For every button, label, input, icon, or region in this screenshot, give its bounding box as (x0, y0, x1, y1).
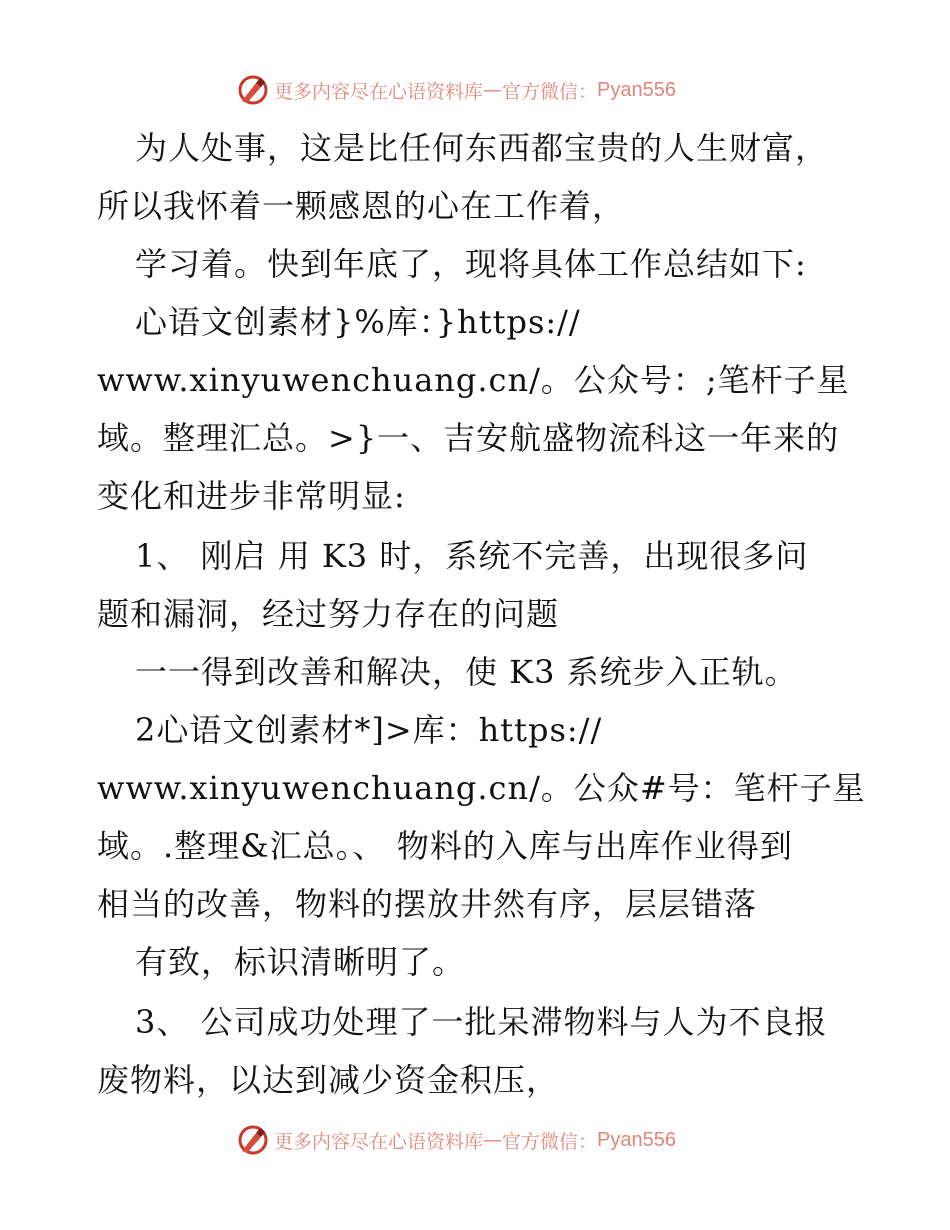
body-line: 3、 公司成功处理了一批呆滞物料与人为不良报 (135, 1003, 828, 1041)
body-line: 变化和进步非常明显: (97, 477, 406, 515)
banner-wechat-label: 官方微信： (502, 80, 598, 103)
body-line: 心语文创素材}%库：}https:// (135, 303, 581, 341)
pen-logo-icon (236, 1123, 270, 1157)
banner-wechat-label: 官方微信： (502, 1130, 598, 1153)
pen-logo-icon (236, 73, 270, 107)
banner-slogan: 更多内容尽在心语资料库 (274, 1130, 484, 1153)
banner-dash: — (483, 1129, 503, 1151)
footer-banner (236, 1123, 676, 1157)
body-line: 域。整理汇总。>}一、吉安航盛物流科这一年来的 (97, 419, 840, 457)
body-line: 学习着。快到年底了，现将具体工作总结如下: (135, 245, 807, 283)
body-line: 2心语文创素材*]>库：https:// (135, 711, 603, 749)
banner-wechat-id: Pyan556 (597, 78, 676, 101)
body-line: 题和漏洞，经过努力存在的问题 (97, 595, 560, 633)
body-line: 有致，标识清晰明了。 (135, 943, 466, 981)
banner-slogan: 更多内容尽在心语资料库 (274, 80, 484, 103)
banner-dash: — (483, 79, 503, 101)
body-line: 一一得到改善和解决，使 K3 系统步入正轨。 (135, 653, 798, 691)
body-line: 域。.整理&汇总。、 物料的入库与出库作业得到 (97, 827, 793, 865)
body-line: www.xinyuwenchuang.cn/。公众#号：笔杆子星 (97, 769, 866, 807)
body-line: www.xinyuwenchuang.cn/。公众号：;笔杆子星 (97, 361, 850, 399)
body-line: 所以我怀着一颗感恩的心在工作着， (97, 187, 626, 225)
body-line: 1、 刚启 用 K3 时，系统不完善，出现很多问 (135, 537, 809, 575)
header-banner (236, 73, 676, 107)
body-line: 为人处事，这是比任何东西都宝贵的人生财富， (135, 129, 829, 167)
banner-wechat-id: Pyan556 (597, 1128, 676, 1151)
body-line: 废物料，以达到减少资金积压， (97, 1061, 560, 1099)
body-line: 相当的改善，物料的摆放井然有序，层层错落 (97, 885, 758, 923)
